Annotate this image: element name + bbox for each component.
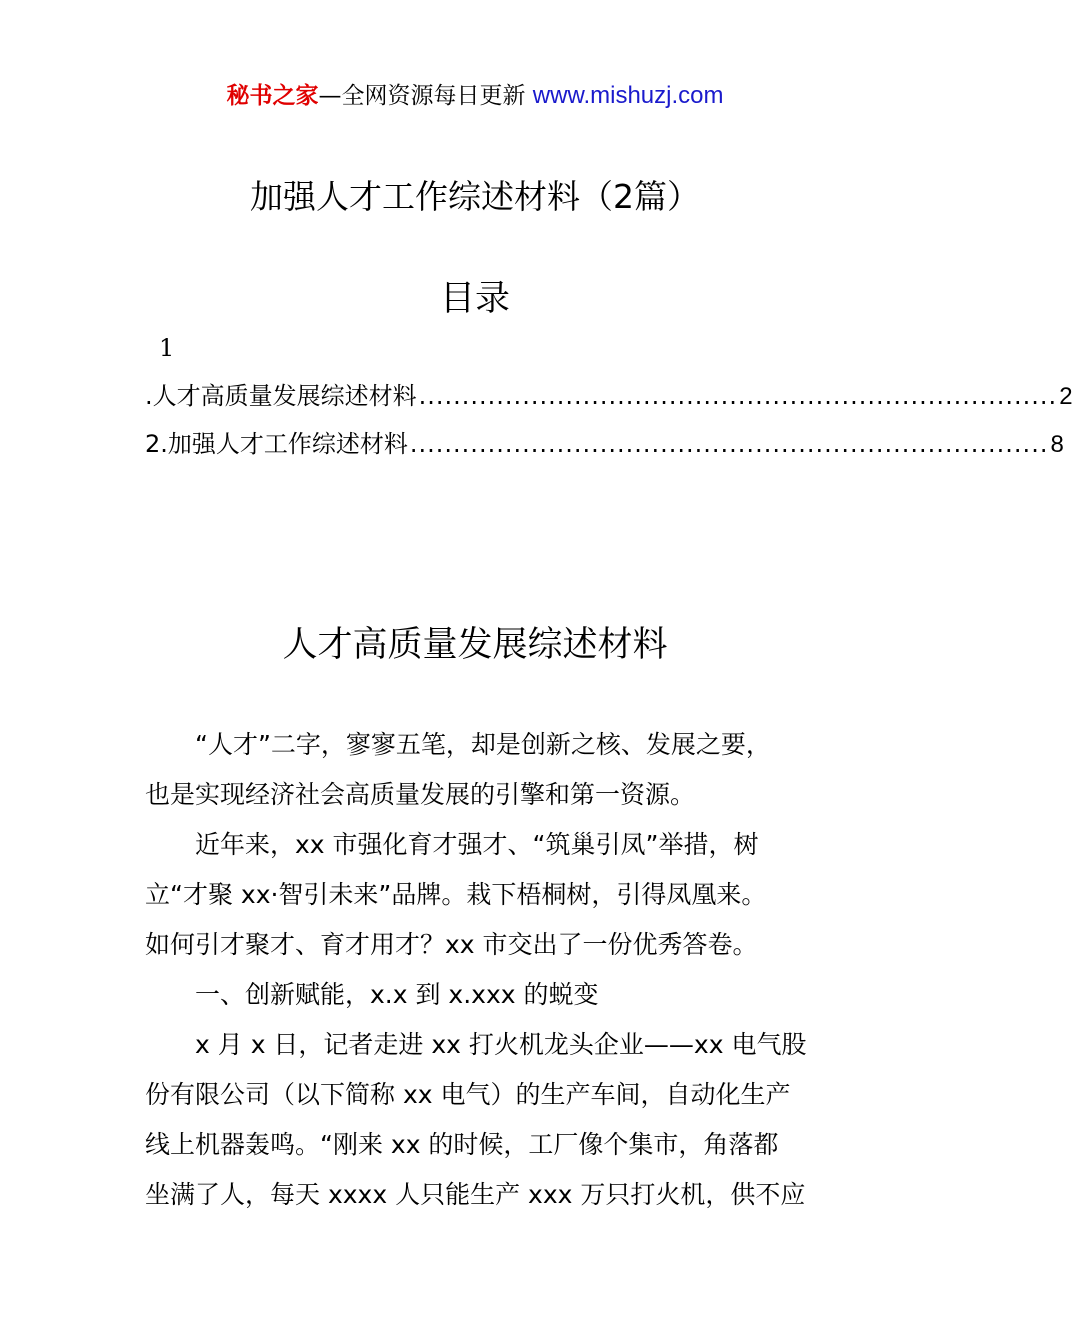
toc-item-page: 8: [1050, 431, 1064, 458]
toc-item[interactable]: [145, 427, 1064, 461]
body-line: 近年来，xx 市强化育才强才、“筑巢引凤”举措，树: [195, 830, 759, 859]
toc-first-number: 1: [159, 334, 175, 362]
toc-item-page: 2: [1059, 383, 1073, 410]
site-url-link[interactable]: www.mishuzj.com: [532, 82, 724, 109]
header-slogan: —全网资源每日更新: [318, 83, 526, 109]
body-line: 立“才聚 xx·智引未来”品牌。栽下梧桐树，引得凤凰来。: [145, 880, 767, 909]
toc-heading: 目录: [439, 279, 510, 319]
body-line: 如何引才聚才、育才用才？xx 市交出了一份优秀答卷。: [145, 930, 758, 959]
body-line: 线上机器轰鸣。“刚来 xx 的时候，工厂像个集市，角落都: [145, 1130, 779, 1159]
article-body: [145, 720, 807, 1220]
toc-item[interactable]: [145, 379, 1073, 413]
toc-item-label: .人才高质量发展综述材料: [145, 382, 417, 410]
article-title: 人才高质量发展综述材料: [282, 625, 668, 665]
body-line: 也是实现经济社会高质量发展的引擎和第一资源。: [145, 780, 696, 809]
toc-leader-dots: ..........................................................................: [409, 430, 1049, 458]
document-title: 加强人才工作综述材料（2篇）: [250, 177, 700, 216]
body-line: 坐满了人，每天 xxxx 人只能生产 xxx 万只打火机，供不应: [145, 1180, 806, 1209]
section-heading: 一、创新赋能，x.x 到 x.xxx 的蜕变: [195, 980, 599, 1009]
toc-item-label: 2.加强人才工作综述材料: [145, 430, 408, 458]
brand-name: 秘书之家: [226, 83, 319, 109]
body-line: 份有限公司（以下简称 xx 电气）的生产车间，自动化生产: [145, 1080, 791, 1109]
body-line: “人才”二字，寥寥五笔，却是创新之核、发展之要，: [195, 730, 771, 759]
toc-leader-dots: ..........................................................................: [418, 382, 1058, 410]
body-line: x 月 x 日，记者走进 xx 打火机龙头企业——xx 电气股: [195, 1030, 807, 1059]
site-header: [0, 80, 950, 112]
